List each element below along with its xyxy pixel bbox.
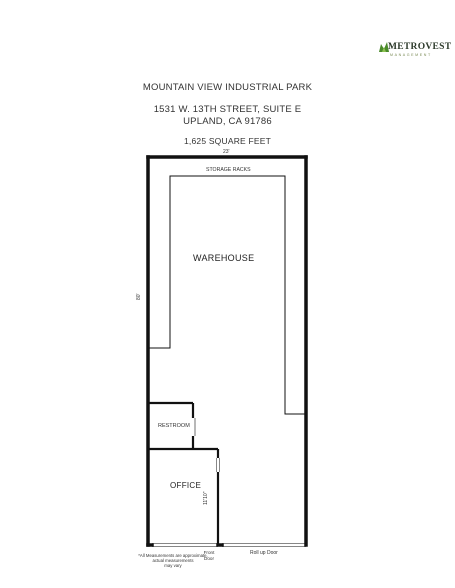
square-feet: 1,625 SQUARE FEET (183, 136, 271, 146)
width-dimension: 23' (223, 149, 230, 155)
address-line1: 1531 W. 13TH STREET, SUITE E (153, 104, 302, 115)
office-label: OFFICE (170, 481, 202, 490)
footnote-line1: *All Measurements are approximate, (138, 553, 208, 558)
warehouse-label: WAREHOUSE (193, 253, 255, 263)
storage-racks-outline (148, 176, 306, 414)
park-name: MOUNTAIN VIEW INDUSTRIAL PARK (142, 82, 313, 93)
logo-name: METROVEST (388, 42, 452, 52)
logo-tagline: MANAGEMENT (390, 53, 432, 57)
rollup-door-label: Roll up Door (250, 550, 278, 556)
office-depth-dimension: 11'10" (203, 491, 209, 505)
front-door-label-line2: Door (204, 556, 214, 561)
restroom-label: RESTROOM (158, 423, 190, 429)
depth-dimension: 80' (136, 293, 142, 300)
footnote-line3: may vary (164, 563, 182, 569)
measurement-footnote (128, 553, 218, 569)
footnote-line2: actual measurements (152, 558, 194, 564)
front-door-label-line1b: Front (203, 550, 215, 555)
storage-racks-label: STORAGE RACKS (206, 167, 251, 173)
address-line2: UPLAND, CA 91786 (183, 116, 272, 127)
